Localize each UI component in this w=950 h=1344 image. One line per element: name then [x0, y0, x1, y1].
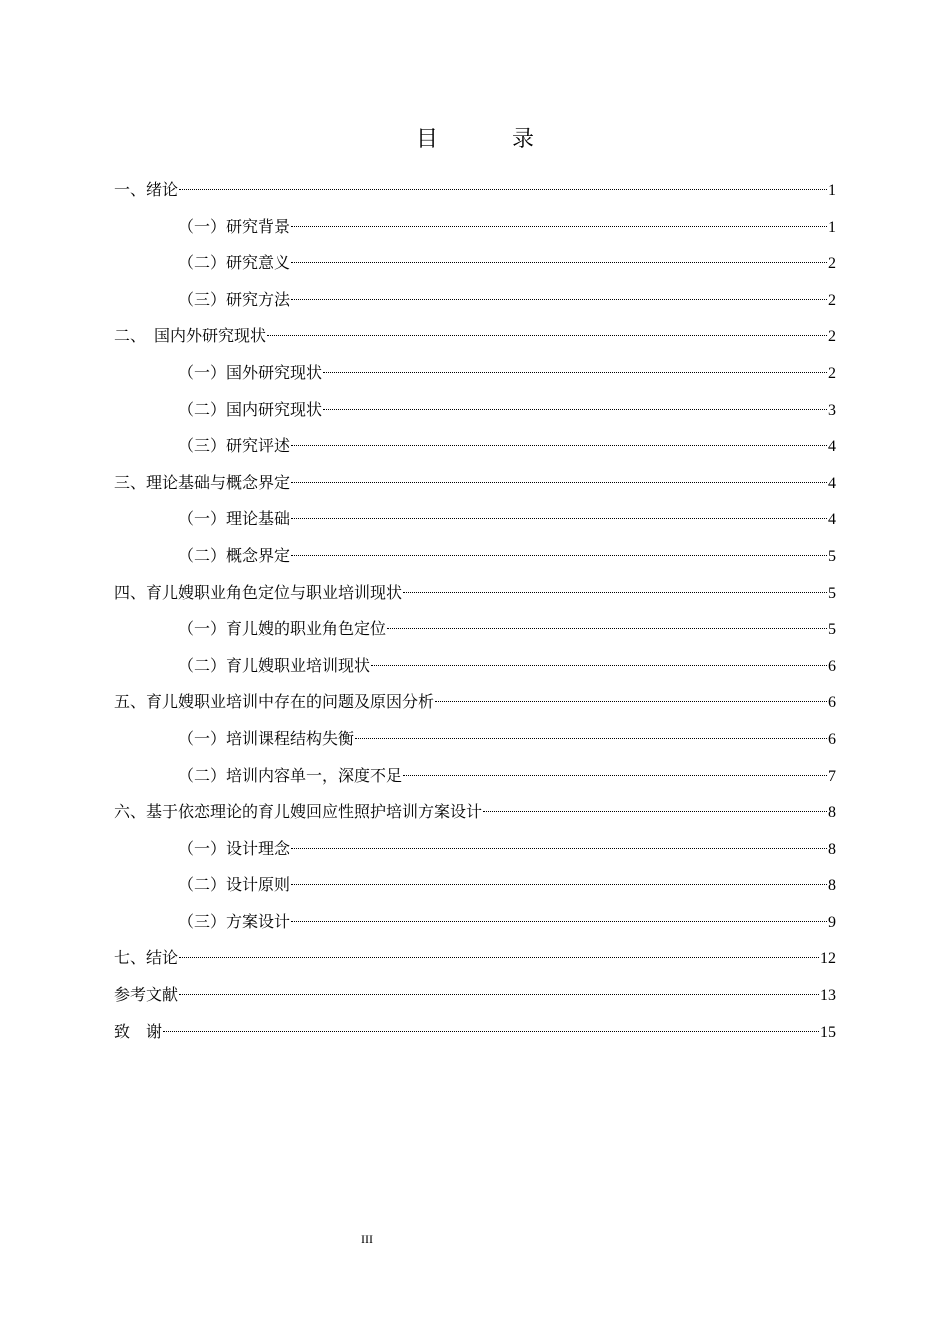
toc-dot-leader [291, 262, 827, 263]
toc-dot-leader [323, 409, 827, 410]
toc-entry-page-number: 7 [828, 767, 836, 785]
toc-entry-label: 参考文献 [114, 985, 179, 1005]
toc-title: 目 录 [415, 127, 560, 152]
toc-entry[interactable] [114, 1014, 836, 1051]
toc-entry-label: （二）育儿嫂职业培训现状 [178, 655, 371, 675]
toc-entry-page-number: 4 [828, 474, 836, 492]
toc-dot-leader [291, 555, 827, 556]
toc-entry-label: 五、育儿嫂职业培训中存在的问题及原因分析 [114, 692, 435, 712]
toc-dot-leader [179, 189, 827, 190]
toc-entry[interactable] [114, 428, 836, 465]
toc-entry-page-number: 6 [828, 730, 836, 748]
toc-entry-page-number: 13 [820, 987, 836, 1005]
toc-entry-page-number: 6 [828, 657, 836, 675]
toc-entry[interactable] [114, 831, 836, 868]
toc-entry-label: （三）研究评述 [178, 436, 291, 456]
toc-entry-page-number: 1 [828, 218, 836, 236]
toc-entry-label: （一）国外研究现状 [178, 362, 323, 382]
toc-entry-label: （二）研究意义 [178, 253, 291, 273]
toc-entry[interactable] [114, 977, 836, 1014]
toc-entry-label: （二）国内研究现状 [178, 399, 323, 419]
toc-entry-page-number: 5 [828, 621, 836, 639]
toc-entry-label: （一）理论基础 [178, 509, 291, 529]
toc-entry[interactable] [114, 282, 836, 319]
toc-entry-label: 二、 国内外研究现状 [114, 326, 267, 346]
toc-entry[interactable] [114, 538, 836, 575]
toc-entry[interactable] [114, 794, 836, 831]
toc-dot-leader [291, 518, 827, 519]
toc-entry-label: （一）培训课程结构失衡 [178, 728, 355, 748]
toc-entry-page-number: 8 [828, 840, 836, 858]
toc-entry-page-number: 4 [828, 511, 836, 529]
toc-entry-page-number: 2 [828, 255, 836, 273]
toc-entry-label: 七、结论 [114, 948, 179, 968]
toc-entry-page-number: 4 [828, 438, 836, 456]
toc-dot-leader [291, 921, 827, 922]
toc-dot-leader [387, 628, 827, 629]
toc-entry[interactable] [114, 684, 836, 721]
toc-dot-leader [291, 299, 827, 300]
toc-entry-page-number: 3 [828, 401, 836, 419]
toc-entry-label: （三）方案设计 [178, 911, 291, 931]
toc-entry[interactable] [114, 355, 836, 392]
toc-entry-label: 六、基于依恋理论的育儿嫂回应性照护培训方案设计 [114, 802, 483, 822]
toc-dot-leader [371, 665, 827, 666]
toc-entry-label: （一）研究背景 [178, 216, 291, 236]
toc-entry-page-number: 2 [828, 328, 836, 346]
toc-dot-leader [291, 226, 827, 227]
toc-entry-label: 一、绪论 [114, 180, 179, 199]
toc-entry[interactable] [114, 501, 836, 538]
toc-dot-leader [291, 445, 827, 446]
toc-entry[interactable] [114, 648, 836, 685]
toc-entry[interactable] [114, 172, 836, 209]
toc-entry[interactable] [114, 209, 836, 246]
toc-entry[interactable] [114, 575, 836, 612]
toc-entry[interactable] [114, 611, 836, 648]
toc-entry-page-number: 5 [828, 584, 836, 602]
toc-entry[interactable] [114, 318, 836, 355]
toc-entry[interactable] [114, 940, 836, 977]
toc-dot-leader [403, 592, 827, 593]
toc-entry-page-number: 8 [828, 804, 836, 822]
table-of-contents [114, 172, 836, 1050]
toc-entry-page-number: 6 [828, 694, 836, 712]
toc-entry[interactable] [114, 758, 836, 795]
toc-entry-label: 致 谢 [114, 1021, 163, 1041]
toc-entry-page-number: 15 [820, 1023, 836, 1041]
toc-entry-label: （二）培训内容单一，深度不足 [178, 765, 403, 785]
toc-dot-leader [355, 738, 827, 739]
toc-entry-label: （三）研究方法 [178, 289, 291, 309]
toc-dot-leader [291, 482, 827, 483]
toc-entry-label: （一）育儿嫂的职业角色定位 [178, 619, 387, 639]
toc-dot-leader [323, 372, 827, 373]
toc-entry[interactable] [114, 721, 836, 758]
toc-entry-label: （二）设计原则 [178, 875, 291, 895]
toc-entry-label: 四、育儿嫂职业角色定位与职业培训现状 [114, 582, 403, 602]
toc-dot-leader [291, 848, 827, 849]
toc-entry-label: （二）概念界定 [178, 545, 291, 565]
toc-entry-page-number: 9 [828, 913, 836, 931]
toc-entry[interactable] [114, 392, 836, 429]
toc-dot-leader [179, 957, 819, 958]
toc-dot-leader [291, 884, 827, 885]
toc-entry-page-number: 2 [828, 364, 836, 382]
toc-entry-page-number: 8 [828, 877, 836, 895]
toc-entry-label: 三、理论基础与概念界定 [114, 472, 291, 492]
toc-dot-leader [483, 811, 827, 812]
toc-dot-leader [403, 775, 827, 776]
toc-entry[interactable] [114, 245, 836, 282]
toc-dot-leader [435, 701, 827, 702]
toc-dot-leader [163, 1031, 819, 1032]
toc-dot-leader [267, 335, 827, 336]
toc-entry[interactable] [114, 904, 836, 941]
toc-entry-page-number: 12 [820, 950, 836, 968]
toc-entry-page-number: 5 [828, 547, 836, 565]
toc-dot-leader [179, 994, 819, 995]
toc-entry[interactable] [114, 867, 836, 904]
toc-entry-page-number: 1 [828, 182, 836, 199]
toc-entry[interactable] [114, 465, 836, 502]
footer-page-number: III [361, 1232, 373, 1246]
toc-entry-label: （一）设计理念 [178, 838, 291, 858]
toc-entry-page-number: 2 [828, 291, 836, 309]
